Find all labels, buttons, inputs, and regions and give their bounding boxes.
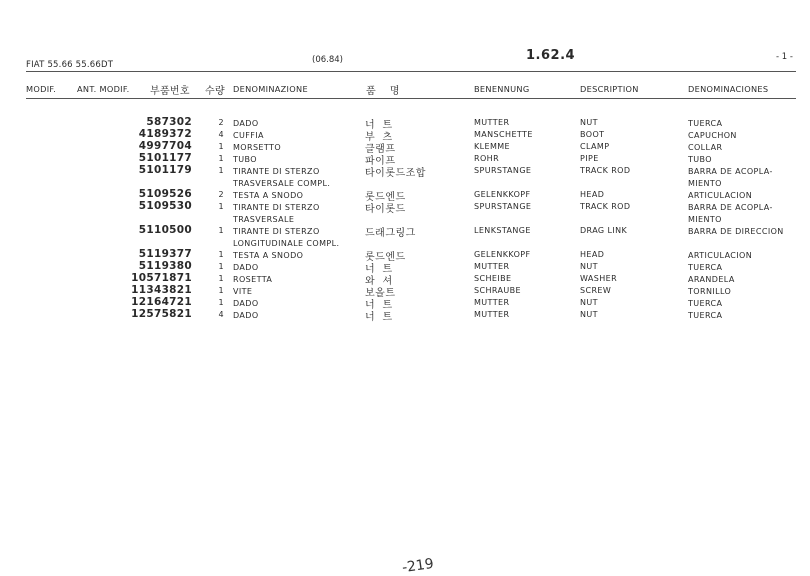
description-es: TUBO (688, 155, 712, 164)
edition-date: (06.84) (312, 55, 343, 65)
col-header-ant-modif: ANT. MODIF. (77, 84, 130, 94)
description-de: MUTTER (474, 118, 510, 127)
quantity: 1 (218, 274, 224, 283)
table-row (0, 224, 810, 248)
description-ko: 타이롯드조합 (365, 168, 426, 179)
description-de: SCHEIBE (474, 274, 512, 283)
part-number: 4997704 (138, 140, 192, 152)
description-de: MUTTER (474, 262, 510, 271)
description-ko: 너 트 (365, 264, 393, 275)
description-it: TUBO (233, 155, 257, 164)
description-it: DADO (233, 263, 259, 272)
description-it: VITE (233, 287, 253, 296)
model-header: FIAT 55.66 55.66DT (26, 60, 114, 70)
description-es: ARTICULACION (688, 191, 753, 200)
description-en: TRACK ROD (580, 166, 631, 175)
description-en: HEAD (580, 190, 605, 199)
table-row (0, 310, 810, 322)
quantity: 1 (218, 166, 224, 175)
description-ko: 너 트 (365, 120, 393, 131)
table-row (0, 200, 810, 224)
description-de: MUTTER (474, 298, 510, 307)
description-en: NUT (580, 310, 598, 319)
part-number: 587302 (146, 116, 192, 128)
description-it: DADO (233, 119, 259, 128)
description-de: SPURSTANGE (474, 166, 532, 175)
description-ko: 드래그링그 (365, 228, 416, 239)
description-en: DRAG LINK (580, 226, 628, 235)
description-en: NUT (580, 118, 598, 127)
description-ko: 클램프 (365, 144, 396, 155)
part-number: 5101179 (138, 164, 192, 176)
part-number: 5109526 (138, 188, 192, 200)
description-en: BOOT (580, 130, 605, 139)
quantity: 1 (218, 226, 224, 235)
description-en: CLAMP (580, 142, 610, 151)
quantity: 1 (218, 154, 224, 163)
col-header-modif: MODIF. (26, 84, 57, 94)
description-de: MUTTER (474, 310, 510, 319)
quantity: 4 (218, 130, 224, 139)
description-en: HEAD (580, 250, 605, 259)
description-de: SPURSTANGE (474, 202, 532, 211)
description-it: DADO (233, 299, 259, 308)
description-es: BARRA DE ACOPLA-MIENTO (688, 203, 773, 224)
quantity: 2 (218, 118, 224, 127)
part-number: 4189372 (138, 128, 192, 140)
description-it: ROSETTA (233, 275, 273, 284)
description-it: CUFFIA (233, 131, 264, 140)
description-de: SCHRAUBE (474, 286, 521, 295)
description-it: MORSETTO (233, 143, 282, 152)
col-header-denominazione: DENOMINAZIONE (233, 84, 308, 94)
description-de: GELENKKOPF (474, 190, 531, 199)
description-es: TUERCA (688, 119, 723, 128)
description-ko: 롯드엔드 (365, 192, 406, 203)
description-es: COLLAR (688, 143, 723, 152)
quantity: 1 (218, 286, 224, 295)
description-ko: 타이롯드 (365, 204, 406, 215)
page-number: - 1 - (776, 52, 793, 62)
description-es: BARRA DE DIRECCION (688, 227, 784, 236)
description-ko: 롯드엔드 (365, 252, 406, 263)
description-en: SCREW (580, 286, 612, 295)
description-it: TIRANTE DI STERZO TRASVERSALE COMPL. (233, 167, 331, 188)
description-en: NUT (580, 262, 598, 271)
description-ko: 파이프 (365, 156, 396, 167)
description-en: NUT (580, 298, 598, 307)
description-en: TRACK ROD (580, 202, 631, 211)
description-de: LENKSTANGE (474, 226, 531, 235)
description-de: ROHR (474, 154, 500, 163)
header-rule-bottom (26, 98, 796, 99)
part-number: 5119377 (138, 248, 192, 260)
description-en: WASHER (580, 274, 618, 283)
quantity: 2 (218, 190, 224, 199)
description-en: PIPE (580, 154, 599, 163)
part-number: 5101177 (138, 152, 192, 164)
description-it: TIRANTE DI STERZO LONGITUDINALE COMPL. (233, 227, 340, 248)
quantity: 1 (218, 202, 224, 211)
description-ko: 부 츠 (365, 132, 393, 143)
col-header-korean: 품 명 (366, 86, 400, 97)
description-ko: 와 셔 (365, 276, 393, 287)
part-number: 12164721 (131, 296, 192, 308)
part-number: 5109530 (138, 200, 192, 212)
description-es: TUERCA (688, 311, 723, 320)
part-number: 10571871 (131, 272, 192, 284)
description-ko: 너 트 (365, 312, 393, 323)
col-header-part-no: 부품번호 (150, 86, 190, 97)
description-ko: 보올트 (365, 288, 396, 299)
description-it: TESTA A SNODO (233, 251, 304, 260)
col-header-denominaciones: DENOMINACIONES (688, 84, 769, 94)
description-es: ARANDELA (688, 275, 735, 284)
description-es: TUERCA (688, 299, 723, 308)
col-header-qty: 수량 (205, 86, 225, 97)
part-number: 12575821 (131, 308, 192, 320)
description-es: CAPUCHON (688, 131, 737, 140)
col-header-benennung: BENENNUNG (474, 84, 530, 94)
description-de: GELENKKOPF (474, 250, 531, 259)
description-de: KLEMME (474, 142, 511, 151)
description-it: TIRANTE DI STERZO TRASVERSALE (233, 203, 320, 224)
quantity: 1 (218, 142, 224, 151)
handwritten-page-mark: -219 (401, 555, 435, 576)
description-es: TUERCA (688, 263, 723, 272)
quantity: 4 (218, 310, 224, 319)
quantity: 1 (218, 262, 224, 271)
description-it: DADO (233, 311, 259, 320)
description-ko: 너 트 (365, 300, 393, 311)
part-number: 5119380 (138, 260, 192, 272)
quantity: 1 (218, 298, 224, 307)
section-number: 1.62.4 (526, 48, 576, 63)
description-de: MANSCHETTE (474, 130, 533, 139)
description-es: BARRA DE ACOPLA-MIENTO (688, 167, 773, 188)
quantity: 1 (218, 250, 224, 259)
table-row (0, 164, 810, 188)
description-es: ARTICULACION (688, 251, 753, 260)
description-es: TORNILLO (688, 287, 732, 296)
part-number: 5110500 (138, 224, 192, 236)
col-header-description: DESCRIPTION (580, 84, 639, 94)
part-number: 11343821 (131, 284, 192, 296)
header-rule-top (26, 71, 796, 72)
description-it: TESTA A SNODO (233, 191, 304, 200)
